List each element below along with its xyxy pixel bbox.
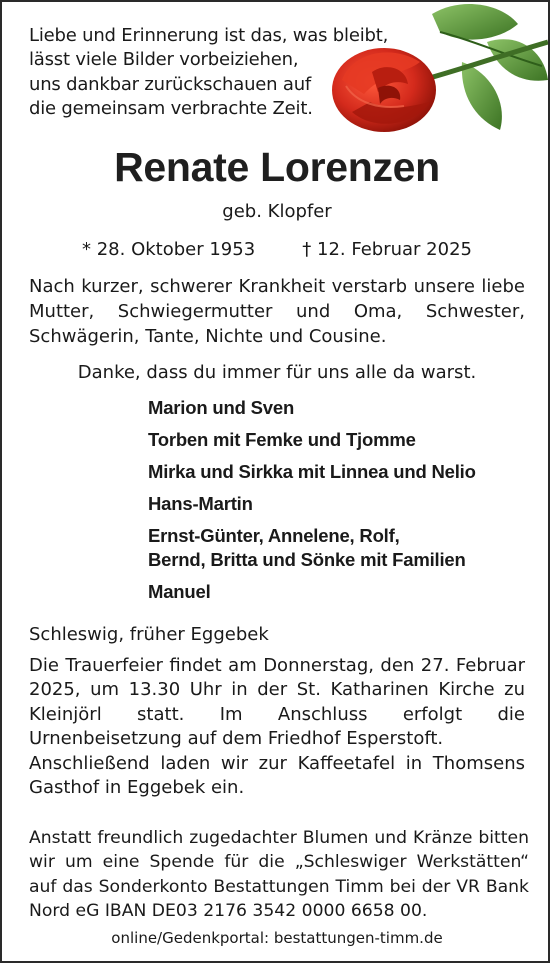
coffee-invitation: Anschließend laden wir zur Kaffeetafel in Thomsens Gasthof in Eggebek ein. bbox=[29, 752, 525, 799]
birth-date: * 28. Oktober 1953 bbox=[82, 239, 256, 260]
mourner-line: Mirka und Sirkka mit Linnea und Nelio bbox=[148, 461, 476, 482]
mourner-line: Hans-Martin bbox=[148, 493, 253, 514]
place-of-residence: Schleswig, früher Eggebek bbox=[29, 624, 269, 645]
deceased-name: Renate Lorenzen bbox=[114, 144, 440, 190]
online-memorial-link: online/Gedenkportal: bestattungen-timm.de bbox=[111, 929, 443, 947]
poem-line: die gemeinsam verbrachte Zeit. bbox=[29, 98, 313, 120]
poem-line: Liebe und Erinnerung ist das, was bleibt, bbox=[29, 25, 389, 46]
funeral-text: Die Trauerfeier findet am Donnerstag, den 27. Februar 2025, um 13.30 Uhr in der St. Katharinen Kirche zu Kleinjörl statt. Im Anschluss erfolgt die Urnenbeisetzung auf dem Friedhof Esperstoft. bbox=[29, 655, 525, 750]
poem-line: uns dankbar zurückschauen auf bbox=[29, 73, 312, 95]
mourner-line: Manuel bbox=[148, 581, 211, 602]
death-announcement: Nach kurzer, schwerer Krankheit verstarb unsere liebe Mutter, Schwiegermutter und Oma, Schwester, Schwägerin, Tante, Nichte und Cousine. bbox=[29, 276, 525, 347]
mourner-line: Ernst-Günter, Annelene, Rolf, bbox=[148, 525, 400, 546]
donation-request: Anstatt freundlich zugedachter Blumen und Kränze bitten wir um eine Spende für die „Schleswiger Werkstätten“ auf das Sonderkonto Bestattungen Timm bei der VR Bank Nord eG IBAN DE03 2176 3542 0000 6658 00. bbox=[29, 828, 529, 922]
thanks-line: Danke, dass du immer für uns alle da warst. bbox=[77, 362, 477, 383]
mourner-line: Torben mit Femke und Tjomme bbox=[148, 429, 416, 450]
mourners-list bbox=[148, 397, 476, 603]
poem-line: lässt viele Bilder vorbeiziehen, bbox=[29, 49, 299, 71]
funeral-details bbox=[29, 654, 525, 800]
birth-name: geb. Klopfer bbox=[222, 201, 332, 222]
mourner-line: Marion und Sven bbox=[148, 397, 295, 418]
death-date: † 12. Februar 2025 bbox=[302, 239, 472, 260]
mourner-line: Bernd, Britta und Sönke mit Familien bbox=[148, 549, 466, 570]
poem bbox=[29, 24, 388, 122]
